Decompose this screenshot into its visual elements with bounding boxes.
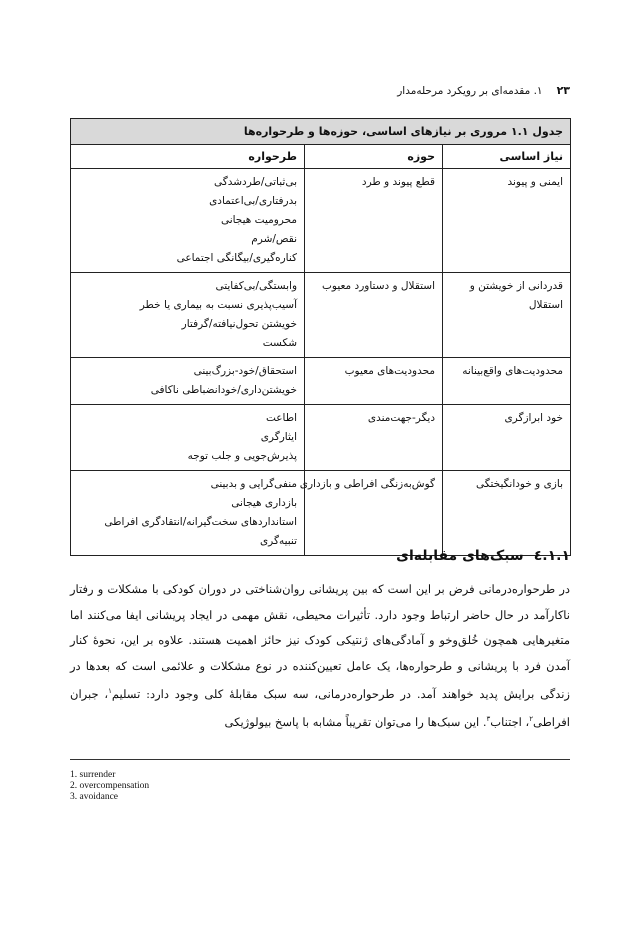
footnote: 1. surrender: [70, 770, 116, 780]
cell-schemas: [71, 358, 305, 405]
cell-schemas-line: ایثارگری: [260, 431, 298, 443]
table-row: [71, 405, 571, 471]
cell-domain: [305, 358, 443, 405]
body-text-part: . این سبک‌ها را می‌توان تقریباً مشابه با پاسخ بیولوژیکی: [224, 715, 487, 730]
cell-need-line: قدردانی از خویشتن و: [469, 280, 564, 292]
cell-need-line: محدودیت‌های واقع‌بینانه: [462, 365, 564, 377]
cell-schemas-line: منفی‌گرایی و بدبینی: [210, 478, 298, 490]
footnotes: [70, 770, 370, 803]
cell-need: [443, 405, 571, 471]
cell-schemas-line: اطاعت: [265, 412, 298, 424]
cell-domain-line: گوش‌به‌زنگی افراطی و بازداری: [299, 478, 436, 490]
cell-schemas-line: بی‌ثباتی/طردشدگی: [213, 176, 298, 188]
cell-domain-line: قطع پیوند و طرد: [361, 176, 436, 188]
footnote-divider: [70, 759, 570, 760]
body-text-part: در طرحواره‌درمانی فرض بر این است که بین پریشانی روان‌شناختی در دوران کودکی با مشکلات و رفتار ناکارآمد در حال حاضر ارتباط وجود دارد. تأثیرات محیطی، نقش مهمی در ایجاد پریشانی ایفا می‌کنند اما متغیرهایی همچون خُلق‌وخو و آمادگی‌های ژنتیکی کودک نیز حائز اهمیت هستند. علاوه بر این، نحوهٔ کنار آمدن فرد با پریشانی و طرحواره‌ها، یک عامل تعیین‌کننده در نوع مشکلات و علائمی است که بعدها در زندگی برایش پدید خواهند آمد. در طرحواره‌درمانی، سه سبک مقابلهٔ کلی وجود دارد: تسلیم: [70, 582, 570, 701]
table-row: [71, 273, 571, 358]
section-title: سبک‌های مقابله‌ای: [396, 548, 524, 564]
page-number: ۲۳: [556, 84, 570, 97]
cell-schemas: [71, 169, 305, 273]
cell-schemas-line: پذیرش‌جویی و جلب توجه: [187, 450, 298, 462]
section-heading: [70, 548, 570, 564]
cell-need: [443, 273, 571, 358]
cell-schemas-line: نقص/شرم: [251, 233, 298, 245]
cell-schemas: [71, 405, 305, 471]
cell-schemas-line: کناره‌گیری/بیگانگی اجتماعی: [176, 252, 298, 264]
cell-need-line: ایمنی و پیوند: [507, 176, 564, 188]
footnote: 3. avoidance: [70, 792, 119, 802]
cell-need: [443, 471, 571, 556]
cell-domain-line: استقلال و دستاورد معیوب: [322, 280, 436, 292]
cell-schemas-line: بدرفتاری/بی‌اعتمادی: [209, 195, 298, 207]
footnote-marker: ۳: [486, 715, 491, 724]
body-paragraph: [70, 577, 570, 736]
cell-domain: [299, 471, 443, 556]
needs-domains-schemas-table: [70, 118, 571, 556]
cell-domain: [305, 273, 443, 358]
cell-domain-line: محدودیت‌های معیوب: [344, 365, 436, 377]
cell-schemas-line: شکست: [262, 337, 298, 349]
column-header-domain: حوزه: [305, 145, 443, 169]
cell-need: [443, 358, 571, 405]
cell-need-line: بازی و خودانگیختگی: [475, 478, 564, 490]
footnote-marker: ۲: [529, 715, 534, 724]
cell-schemas-line: آسیب‌پذیری نسبت به بیماری یا خطر: [139, 299, 298, 311]
table-caption: جدول ۱.۱ مروری بر نیازهای اساسی، حوزه‌ها و طرحواره‌ها: [71, 119, 571, 145]
table-row: [71, 358, 571, 405]
footnote-marker: ۱: [108, 687, 112, 695]
cell-schemas-line: تنبیه‌گری: [259, 535, 298, 547]
cell-need-line: خود ابرازگری: [504, 412, 564, 424]
table-row: [71, 471, 571, 556]
body-text-part: ، اجتناب: [490, 715, 530, 730]
cell-domain: [305, 405, 443, 471]
cell-need-line: استقلال: [528, 299, 564, 311]
table-body: [71, 169, 571, 556]
cell-schemas-line: استانداردهای سخت‌گیرانه/انتقادگری افراطی: [104, 516, 298, 528]
cell-schemas-line: وابستگی/بی‌کفایتی: [215, 280, 298, 292]
cell-schemas-line: محرومیت هیجانی: [220, 214, 298, 226]
body-text-part: ، جبران افراطی: [70, 686, 570, 730]
cell-schemas-line: استحقاق/خود-بزرگ‌بینی: [193, 365, 298, 377]
table-header-row: [71, 145, 571, 169]
column-header-schema: طرحواره: [71, 145, 305, 169]
cell-schemas-line: خویشتن‌داری/خودانضباطی ناکافی: [150, 384, 298, 396]
section-number: ۱.۱.٤: [533, 548, 570, 564]
running-title: ۱. مقدمه‌ای بر رویکرد مرحله‌مدار: [397, 84, 543, 97]
running-header: [70, 84, 570, 97]
column-header-need: نیاز اساسی: [443, 145, 571, 169]
cell-schemas-line: بازداری هیجانی: [231, 497, 298, 509]
footnote: 2. overcompensation: [70, 781, 150, 791]
table-caption-row: [71, 119, 571, 145]
cell-need: [443, 169, 571, 273]
cell-schemas: [71, 273, 305, 358]
cell-domain-line: دیگر-جهت‌مندی: [367, 412, 436, 424]
table-row: [71, 169, 571, 273]
cell-schemas: [71, 471, 305, 556]
cell-domain: [305, 169, 443, 273]
cell-schemas-line: خویشتن تحول‌نیافته/گرفتار: [181, 318, 298, 330]
